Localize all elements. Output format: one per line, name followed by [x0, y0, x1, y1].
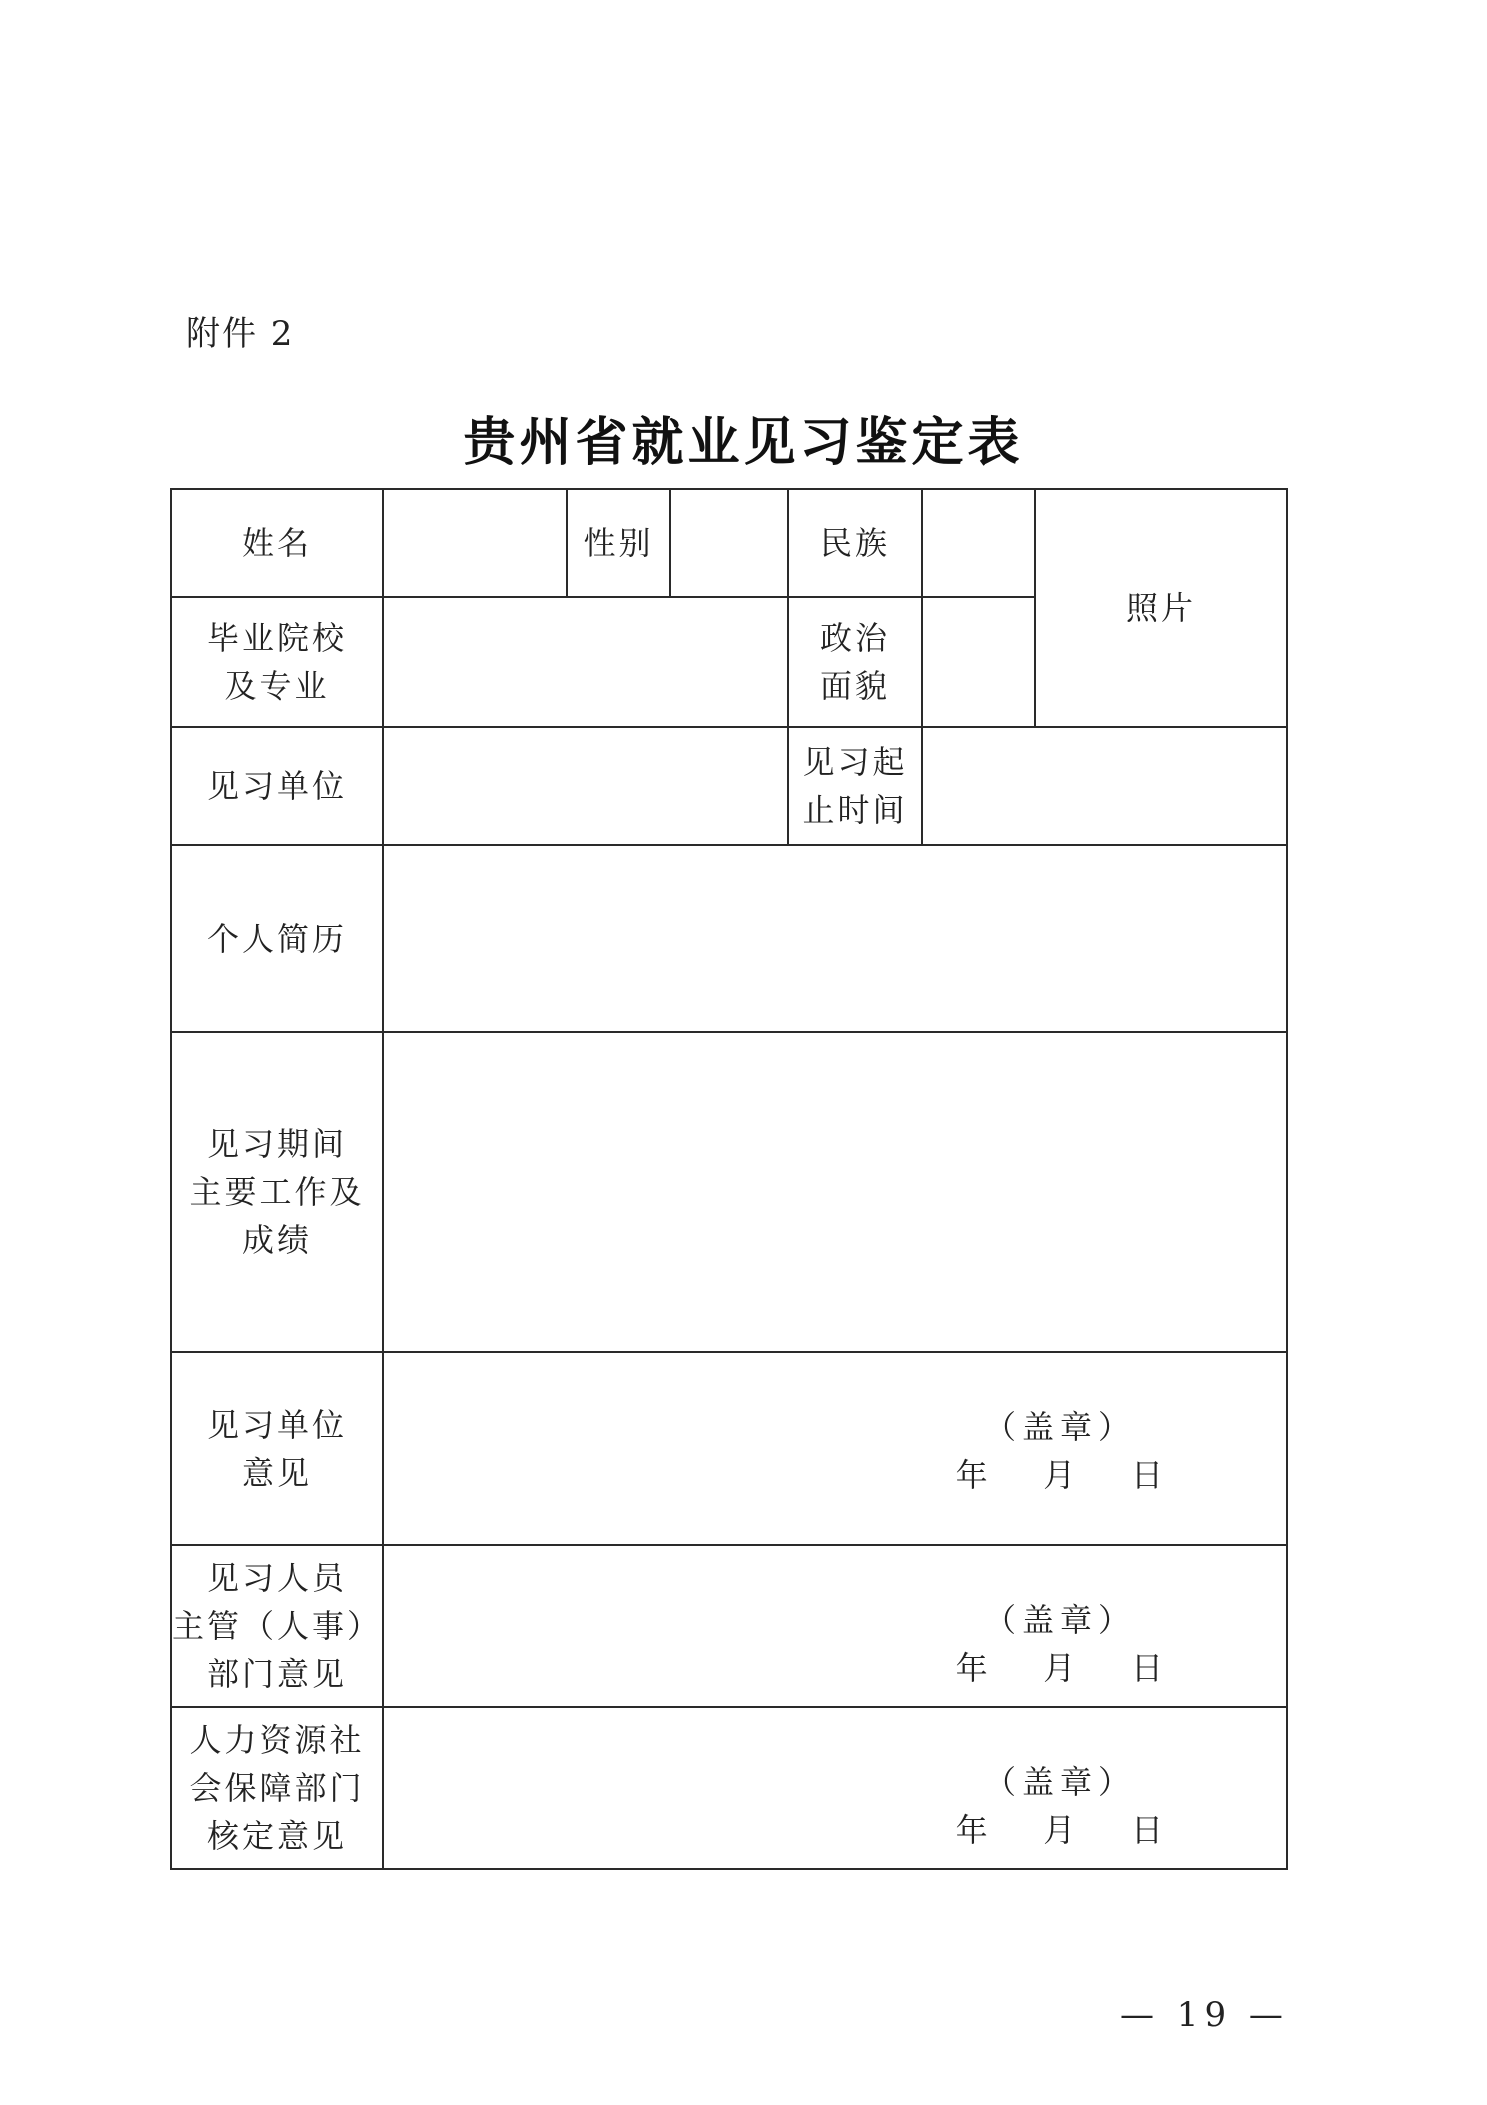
work-achievements-label-cell	[171, 1032, 383, 1352]
resume-input-cell[interactable]	[383, 845, 1287, 1032]
internship-period-label-cell	[788, 727, 922, 845]
dept-opinion-cell[interactable]	[383, 1545, 1287, 1707]
school-major-label: 毕业院校 及专业	[206, 619, 347, 705]
internship-unit-label-cell	[171, 727, 383, 845]
hr-opinion-label-cell	[171, 1707, 383, 1869]
page-number: — 19 —	[1120, 1995, 1289, 2035]
unit-opinion-label-cell	[171, 1352, 383, 1545]
political-status-label: 政治 面貌	[819, 619, 890, 705]
dept-opinion-label-cell	[171, 1545, 383, 1707]
ethnicity-label: 民族	[819, 524, 890, 562]
hr-opinion-cell[interactable]	[383, 1707, 1287, 1869]
resume-label: 个人简历	[206, 919, 347, 958]
dept-opinion-label: 见习人员 主管（人事） 部门意见	[172, 1559, 383, 1693]
resume-label-cell	[171, 845, 383, 1032]
ethnicity-label-cell	[788, 489, 922, 597]
unit-opinion-cell[interactable]	[383, 1352, 1287, 1545]
ethnicity-input-cell[interactable]	[922, 489, 1035, 597]
name-label-cell	[171, 489, 383, 597]
unit-opinion-label: 见习单位 意见	[206, 1405, 347, 1492]
photo-label: 照片	[1125, 589, 1196, 627]
school-major-label-cell	[171, 597, 383, 727]
dept-date-text: 年 月 日	[955, 1649, 1166, 1687]
work-achievements-label: 见习期间 主要工作及 成绩	[189, 1125, 365, 1259]
internship-period-input-cell[interactable]	[922, 727, 1287, 845]
political-status-label-cell	[788, 597, 922, 727]
political-status-input-cell[interactable]	[922, 597, 1035, 727]
gender-input-cell[interactable]	[670, 489, 788, 597]
gender-label-cell	[567, 489, 670, 597]
unit-date-text: 年 月 日	[955, 1456, 1166, 1494]
name-input-cell[interactable]	[383, 489, 567, 597]
unit-stamp-text: （盖章）	[983, 1408, 1136, 1446]
photo-cell	[1035, 489, 1287, 727]
internship-period-label: 见习起 止时间	[802, 743, 908, 829]
document-title: 贵州省就业见习鉴定表	[463, 412, 1024, 473]
school-major-input-cell[interactable]	[383, 597, 788, 727]
hr-date-text: 年 月 日	[955, 1811, 1166, 1849]
hr-stamp-text: （盖章）	[983, 1763, 1136, 1801]
internship-unit-label: 见习单位	[206, 767, 347, 805]
appraisal-form-table	[170, 488, 1288, 1870]
dept-stamp-text: （盖章）	[983, 1601, 1136, 1639]
hr-opinion-label: 人力资源社 会保障部门 核定意见	[189, 1721, 365, 1855]
internship-unit-input-cell[interactable]	[383, 727, 788, 845]
name-label: 姓名	[241, 524, 312, 562]
gender-label: 性别	[583, 524, 654, 562]
work-achievements-input-cell[interactable]	[383, 1032, 1287, 1352]
attachment-label: 附件 2	[186, 314, 295, 354]
